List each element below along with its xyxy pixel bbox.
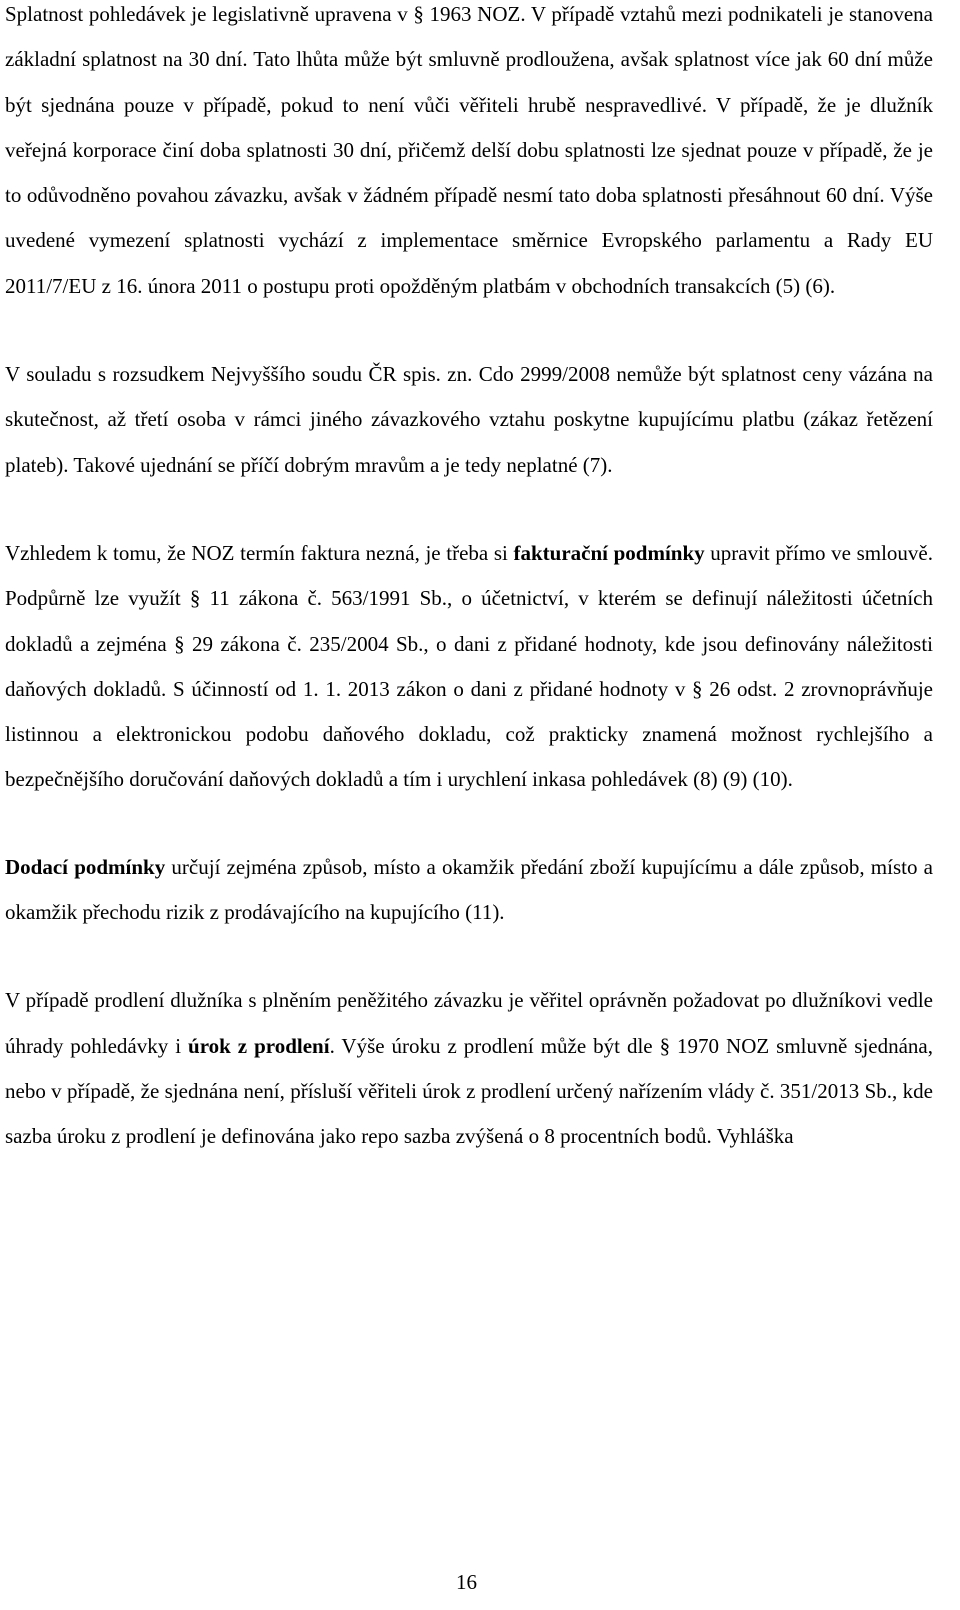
paragraph-late-interest	[5, 978, 933, 1159]
text-segment: V souladu s rozsudkem Nejvyššího soudu ČR spis. zn. Cdo 2999/2008 nemůže být splatnost ceny vázána na skutečnost, až třetí osoba v rámci jiného závazkového vztahu poskytne kupujícímu platbu (zákaz řetězení plateb). Takové ujednání se příčí dobrým mravům a je tedy neplatné (7).	[5, 362, 933, 477]
text-segment: Splatnost pohledávek je legislativně upravena v § 1963 NOZ. V případě vztahů mezi podnikateli je stanovena základní splatnost na 30 dní. Tato lhůta může být smluvně prodloužena, avšak splatnost více jak 60 dní může být sjednána pouze v případě, pokud to není vůči věřiteli hrubě nespravedlivé. V případě, že je dlužník veřejná korporace činí doba splatnosti 30 dní, přičemž delší dobu splatnosti lze sjednat pouze v případě, že je to odůvodněno povahou závazku, avšak v žádném případě nesmí tato doba splatnosti přesáhnout 60 dní. Výše uvedené vymezení splatnosti vychází z implementace směrnice Evropského parlamentu a Rady EU 2011/7/EU z 16. února 2011 o postupu proti opožděným platbám v obchodních transakcích (5) (6).	[5, 2, 933, 298]
paragraph-invoicing-conditions	[5, 531, 933, 803]
bold-term-late-interest: úrok z prodlení	[188, 1033, 330, 1058]
text-segment: V případě prodlení dlužníka s plněním peněžitého závazku je věřitel oprávněn požadovat po dlužníkovi vedle úhrady pohledávky i	[5, 988, 933, 1058]
text-segment: určují zejména způsob, místo a okamžik předání zboží kupujícímu a dále způsob, místo a okamžik přechodu rizik z prodávajícího na kupujícího (11).	[5, 854, 933, 925]
text-segment: upravit přímo ve smlouvě. Podpůrně lze využít § 11 zákona č. 563/1991 Sb., o účetnictví, v kterém se definují náležitosti účetních dokladů a zejména § 29 zákona č. 235/2004 Sb., o dani z přidané hodnoty, kde jsou definovány náležitosti daňových dokladů. S účinností od 1. 1. 2013 zákon o dani z přidané hodnoty v § 26 odst. 2 zrovnoprávňuje listinnou a elektronickou podobu daňového dokladu, což prakticky znamená možnost rychlejšího a bezpečnějšího doručování daňových dokladů a tím i urychlení inkasa pohledávek (8) (9) (10).	[5, 540, 933, 792]
bold-term-invoicing-conditions: fakturační podmínky	[513, 540, 705, 565]
text-segment: Vzhledem k tomu, že NOZ termín faktura nezná, je třeba si	[5, 540, 514, 565]
text-segment: . Výše úroku z prodlení může být dle § 1970 NOZ smluvně sjednána, nebo v případě, že sjednána není, přísluší věřiteli úrok z prodlení určený nařízením vlády č. 351/2013 Sb., kde sazba úroku z prodlení je definována jako repo sazba zvýšená o 8 procentních bodů. Vyhláška	[5, 1033, 933, 1149]
paragraph-delivery-conditions	[5, 845, 933, 936]
page-number: 16	[456, 1570, 477, 1594]
paragraph-supreme-court-ruling	[5, 352, 933, 488]
bold-term-delivery-conditions: Dodací podmínky	[5, 854, 166, 879]
document-body	[5, 0, 933, 1160]
paragraph-due-date-legislation	[5, 0, 933, 309]
